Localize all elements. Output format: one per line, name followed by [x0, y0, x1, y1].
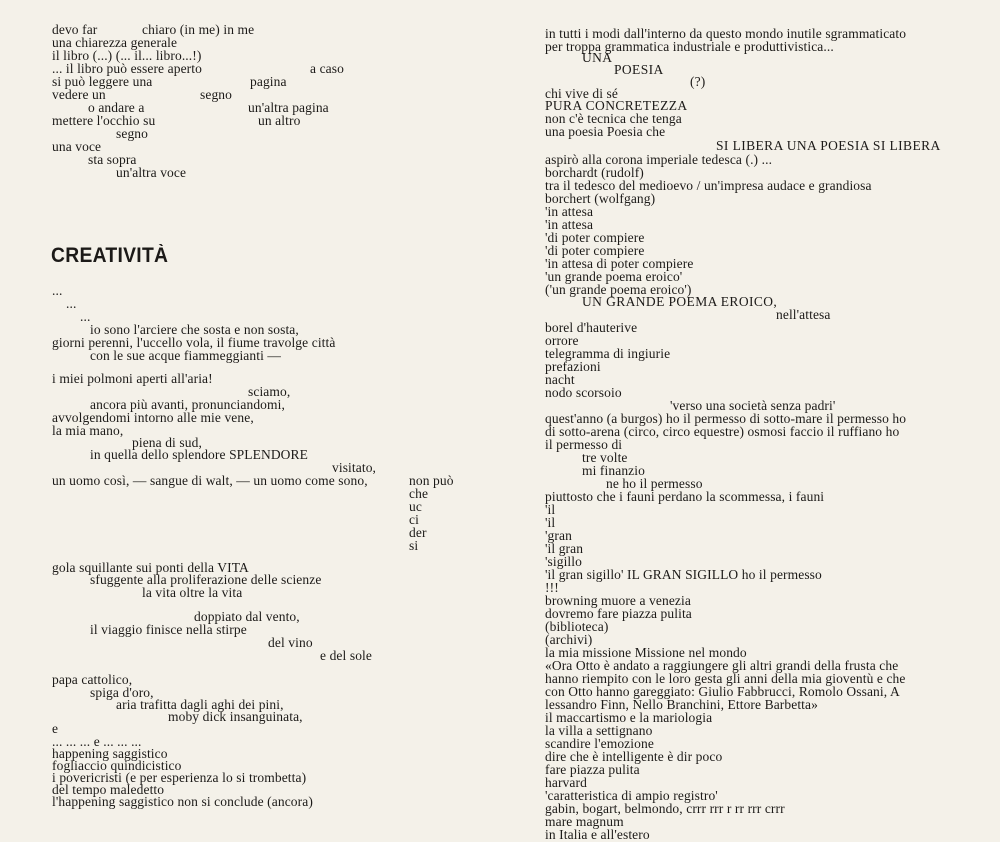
text-line: ... ... ... e ... ... ... — [52, 734, 142, 749]
text-line: in Italia e all'estero — [545, 827, 650, 842]
text-line: io sono l'arciere che sosta e non sosta, — [90, 322, 299, 337]
text-line: piuttosto che i fauni perdano la scommessa, i fauni — [545, 489, 825, 504]
text-line: il maccartismo e la mariologia — [545, 710, 713, 725]
text-line: !!! — [545, 580, 559, 595]
text-line: un altro — [258, 113, 301, 128]
text-line: (?) — [690, 74, 706, 89]
text-line: nacht — [545, 372, 575, 387]
text-line: telegramma di ingiurie — [545, 346, 671, 361]
text-line: piena di sud, — [132, 435, 202, 450]
text-line: una chiarezza generale — [52, 35, 178, 50]
text-line: 'il — [545, 502, 556, 517]
text-line: segno — [200, 87, 232, 102]
text-line: der — [409, 525, 427, 540]
text-line: 'sigillo — [545, 554, 582, 569]
text-line: la villa a settignano — [545, 723, 653, 738]
text-line: (biblioteca) — [545, 619, 609, 634]
text-line: 'il — [545, 515, 556, 530]
text-line: 'gran — [545, 528, 572, 543]
text-line: ancora più avanti, pronunciandomi, — [90, 397, 285, 412]
text-line: UN GRANDE POEMA EROICO, — [582, 294, 778, 309]
text-line: 'il gran sigillo' IL GRAN SIGILLO ho il permesso — [545, 567, 822, 582]
text-line: in tutti i modi dall'interno da questo mondo inutile sgrammaticato — [545, 26, 907, 41]
text-line: visitato, — [332, 460, 377, 475]
text-line: 'il gran — [545, 541, 584, 556]
text-line: sciamo, — [248, 384, 291, 399]
text-line: devo far — [52, 22, 98, 37]
text-line: 'caratteristica di ampio registro' — [545, 788, 718, 803]
text-line: non può — [409, 473, 454, 488]
text-line: una poesia Poesia che — [545, 124, 666, 139]
text-line: la vita oltre la vita — [142, 585, 243, 600]
text-line: 'verso una società senza padri' — [670, 398, 836, 413]
text-line: hanno riempito con le loro gesta gli anni della mia gioventù e che — [545, 671, 906, 686]
text-line: si può leggere una — [52, 74, 153, 89]
text-line: ci — [409, 512, 419, 527]
text-line: gabin, bogart, belmondo, crrr rrr r rr rrr crrr — [545, 801, 785, 816]
text-line: aria trafitta dagli aghi dei pini, — [116, 697, 284, 712]
text-line: ... — [80, 309, 91, 324]
text-line: ... — [52, 283, 63, 298]
text-line: nodo scorsoio — [545, 385, 622, 400]
text-line: in quella dello splendore SPLENDORE — [90, 447, 308, 462]
text-line: UNA — [582, 50, 613, 65]
text-line: 'in attesa — [545, 217, 594, 232]
text-line: lessandro Finn, Nello Branchini, Ettore Barbetta» — [545, 697, 818, 712]
text-line: ... il libro può essere aperto — [52, 61, 202, 76]
text-line: del tempo maledetto — [52, 782, 165, 797]
text-line: vedere un — [52, 87, 106, 102]
text-line: un'altra pagina — [248, 100, 329, 115]
text-line: la mia missione Missione nel mondo — [545, 645, 747, 660]
text-line: uc — [409, 499, 422, 514]
section-heading: CREATIVITÀ — [51, 244, 169, 267]
text-line: ... — [66, 296, 77, 311]
text-line: harvard — [545, 775, 587, 790]
text-line: (archivi) — [545, 632, 593, 647]
text-line: fogliaccio quindicistico — [52, 758, 182, 773]
text-line: i miei polmoni aperti all'aria! — [52, 371, 213, 386]
text-line: orrore — [545, 333, 579, 348]
text-line: sfuggente alla proliferazione delle scienze — [90, 572, 322, 587]
text-line: spiga d'oro, — [90, 685, 154, 700]
text-line: prefazioni — [545, 359, 601, 374]
text-line: di sotto-arena (circo, circo equestre) osmosi faccio il ruffiano ho — [545, 424, 900, 439]
text-line: 'un grande poema eroico' — [545, 269, 683, 284]
text-line: 'di poter compiere — [545, 230, 645, 245]
text-line: ('un grande poema eroico') — [545, 282, 692, 297]
text-line: tra il tedesco del medioevo / un'impresa audace e grandiosa — [545, 178, 872, 193]
text-line: che — [409, 486, 429, 501]
text-line: dovremo fare piazza pulita — [545, 606, 692, 621]
text-line: un uomo così, — sangue di walt, — un uomo come sono, — [52, 473, 368, 488]
text-line: a caso — [310, 61, 344, 76]
text-line: un'altra voce — [116, 165, 187, 180]
text-line: avvolgendomi intorno alle mie vene, — [52, 410, 254, 425]
text-line: pagina — [250, 74, 287, 89]
text-line: 'di poter compiere — [545, 243, 645, 258]
text-line: i povericristi (e per esperienza lo si trombetta) — [52, 770, 307, 785]
text-line: giorni perenni, l'uccello vola, il fiume travolge città — [52, 335, 336, 350]
text-line: l'happening saggistico non si conclude (ancora) — [52, 794, 313, 809]
text-line: borchert (wolfgang) — [545, 191, 656, 206]
text-line: mare magnum — [545, 814, 624, 829]
text-line: doppiato dal vento, — [194, 609, 300, 624]
text-line: papa cattolico, — [52, 672, 133, 687]
text-line: 'in attesa — [545, 204, 594, 219]
text-line: con Otto hanno gareggiato: Giulio Fabbrucci, Romolo Ossani, A — [545, 684, 900, 699]
text-line: mettere l'occhio su — [52, 113, 156, 128]
text-line: PURA CONCRETEZZA — [545, 98, 688, 113]
text-line: il permesso di — [545, 437, 623, 452]
text-line: nell'attesa — [776, 307, 831, 322]
text-line: POESIA — [614, 62, 664, 77]
text-line: fare piazza pulita — [545, 762, 640, 777]
text-line: borel d'hauterive — [545, 320, 638, 335]
text-line: borchardt (rudolf) — [545, 165, 644, 180]
text-line: segno — [116, 126, 148, 141]
text-line: SI LIBERA UNA POESIA SI LIBERA — [716, 138, 941, 153]
text-line: ne ho il permesso — [606, 476, 703, 491]
text-line: sta sopra — [88, 152, 137, 167]
text-line: quest'anno (a burgos) ho il permesso di sotto-mare il permesso ho — [545, 411, 907, 426]
text-line: 'in attesa di poter compiere — [545, 256, 694, 271]
text-line: scandire l'emozione — [545, 736, 654, 751]
text-line: «Ora Otto è andato a raggiungere gli altri grandi della frusta che — [545, 658, 899, 673]
text-line: il libro (...) (... il... libro...!) — [52, 48, 202, 63]
text-line: dire che è intelligente è dir poco — [545, 749, 723, 764]
text-line: e del sole — [320, 648, 372, 663]
text-line: o andare a — [88, 100, 145, 115]
text-line: del vino — [268, 635, 313, 650]
text-line: tre volte — [582, 450, 628, 465]
text-line: per troppa grammatica industriale e produttivistica... — [545, 39, 834, 54]
text-line: il viaggio finisce nella stirpe — [90, 622, 247, 637]
text-line: chi vive di sé — [545, 86, 619, 101]
text-line: happening saggistico — [52, 746, 168, 761]
text-line: non c'è tecnica che tenga — [545, 111, 682, 126]
text-line: moby dick insanguinata, — [168, 709, 303, 724]
text-line: mi finanzio — [582, 463, 645, 478]
text-line: aspirò alla corona imperiale tedesca (.) ... — [545, 152, 773, 167]
text-line: gola squillante sui ponti della VITA — [52, 560, 249, 575]
text-line: con le sue acque fiammeggianti — — [90, 348, 282, 363]
text-line: si — [409, 538, 419, 553]
text-line: browning muore a venezia — [545, 593, 691, 608]
text-line: la mia mano, — [52, 423, 124, 438]
text-line: e — [52, 721, 59, 736]
text-line: una voce — [52, 139, 102, 154]
text-line: chiaro (in me) in me — [142, 22, 255, 37]
